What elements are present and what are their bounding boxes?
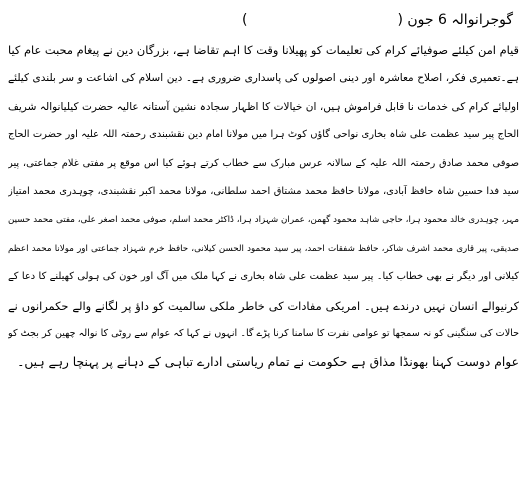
article-line: مہر، چوہدری خالد محمود ہرا، حاجی شاہد محمود گھمن، عمران شہزاد ہرا، ڈاکٹر محمد اسلم، صوفی محمد اصغر علی، مفتی محمد حسین — [8, 215, 519, 226]
article-line: ہے۔تعمیری فکر، اصلاح معاشرہ اور دینی اصولوں کی پاسداری ضروری ہے۔ دین اسلام کی اشاعت و سر بلندی کیلئے — [8, 72, 519, 85]
dateline-text: گوجرانوالہ 6 جون ( — [397, 12, 513, 28]
dateline — [8, 10, 519, 36]
article-line: اولیائے کرام کی خدمات نا قابل فراموش ہیں، ان خیالات کا اظہار سجادہ نشین آستانہ عالیہ حضرت کیلیانوالہ شریف — [8, 100, 519, 113]
dateline-close: ) — [241, 12, 248, 28]
article-line: عوام دوست کہنا بھونڈا مذاق ہے حکومت نے تمام ریاستی ادارے تباہی کے دہانے پر پہنچا رہے ہیں۔ — [17, 355, 519, 370]
article-line: صوفی محمد صادق رحمتہ اللہ علیہ کے سالانہ عرس مبارک سے خطاب کرتے ہوئے کیا اس موقع پر مفتی غلام جماعتی، پیر — [8, 157, 519, 169]
article-line: قیام امن کیلئے صوفیائے کرام کی تعلیمات کو پھیلانا وقت کا اہم تقاضا ہے، بزرگان دین نے پیغام محبت عام کیا — [8, 43, 519, 57]
article-line: سید فدا حسین شاہ حافظ آبادی، مولانا حافظ محمد مشتاق احمد سلطانی، مولانا محمد اکبر نقشبندی، چوہدری محمد امتیاز — [8, 185, 519, 197]
article-body — [8, 36, 519, 377]
article-line: الحاج پیر سید عظمت علی شاہ بخاری نواحی گاؤں کوٹ ہرا میں مولانا امام دین نقشبندی رحمتہ اللہ علیہ اور حضرت الحاج — [8, 129, 519, 141]
article-line: کرنیوالے انسان نہیں درندے ہیں۔ امریکی مفادات کی خاطر ملکی سالمیت کو داؤ پر لگانے والے حکمرانوں نے — [8, 298, 519, 313]
article-line: حالات کی سنگینی کو نہ سمجھا تو عوامی نفرت کا سامنا کرنا پڑے گا۔ انہوں نے کہا کہ عوام سے روٹی کا نوالہ چھین کر بجٹ کو — [8, 327, 519, 339]
article-line: صدیقی، پیر قاری محمد اشرف شاکر، حافظ شفقات احمد، پیر سید محمود الحسن کیلانی، حافظ خرم شہزاد جماعتی اور مولانا محمد اعظم — [8, 243, 519, 254]
article-line: کیلانی اور دیگر نے بھی خطاب کیا۔ پیر سید عظمت علی شاہ بخاری نے کہا ملک میں آگ اور خون کی ہولی کھیلنے کا دعا کے — [8, 271, 519, 283]
